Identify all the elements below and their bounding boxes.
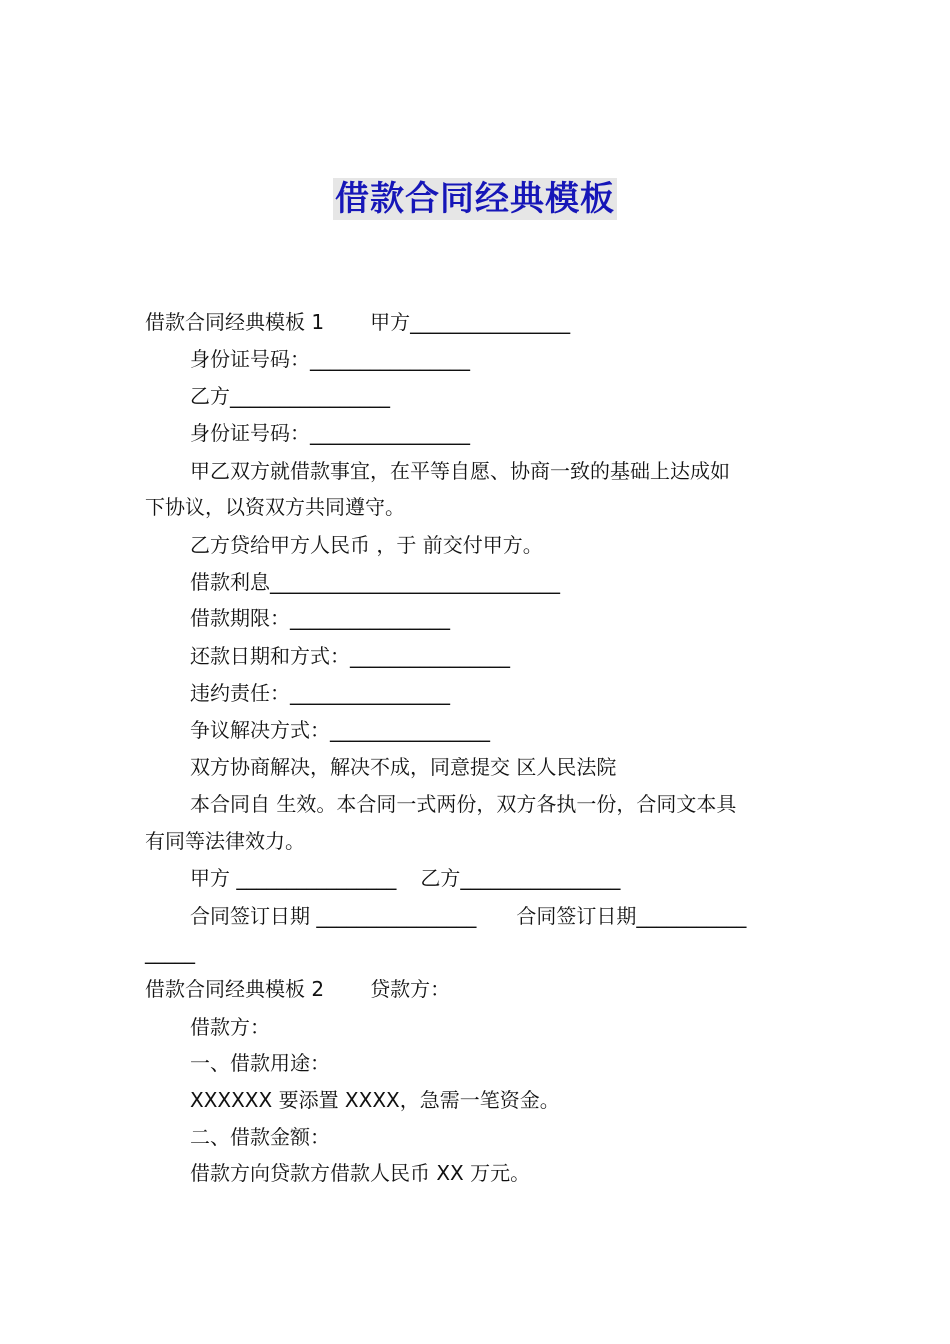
effective-line: 本合同自 生效。本合同一式两份，双方各执一份，合同文本具 bbox=[190, 792, 737, 816]
loan-interest-line: 借款利息_____________________________ bbox=[190, 570, 560, 594]
borrower-line: 借款方： bbox=[190, 1015, 270, 1039]
signing-date-line bbox=[190, 903, 746, 929]
paragraph-line bbox=[145, 976, 450, 1002]
party-b-line: 乙方________________ bbox=[190, 384, 390, 408]
section-heading-1: 借款合同经典模板 1 bbox=[145, 310, 325, 334]
id-number-b-line: 身份证号码：________________ bbox=[190, 421, 470, 445]
party-a-field: 甲方________________ bbox=[370, 310, 571, 334]
loan-amount-text: 借款方向贷款方借款人民币 XX 万元。 bbox=[190, 1161, 531, 1185]
lender-field: 贷款方： bbox=[370, 977, 451, 1001]
effective-line-2: 有同等法律效力。 bbox=[145, 829, 305, 853]
loan-purpose-heading: 一、借款用途： bbox=[190, 1051, 330, 1075]
repayment-line: 还款日期和方式：________________ bbox=[190, 644, 510, 668]
loan-purpose-text: XXXXXX 要添置 XXXX，急需一笔资金。 bbox=[190, 1088, 560, 1112]
breach-line: 违约责任：________________ bbox=[190, 681, 450, 705]
signing-date-a: 合同签订日期 ________________ bbox=[190, 904, 477, 928]
signing-date-continuation: _____ bbox=[145, 940, 195, 964]
document-title: 借款合同经典模板 bbox=[335, 179, 615, 219]
id-number-a-line: 身份证号码：________________ bbox=[190, 347, 470, 371]
signature-parties-line bbox=[190, 865, 620, 891]
loan-term-line: 借款期限：________________ bbox=[190, 606, 450, 630]
party-b-signature: 乙方________________ bbox=[420, 866, 621, 890]
paragraph-line bbox=[145, 309, 570, 335]
loan-delivery-line: 乙方贷给甲方人民币 ，于 前交付甲方。 bbox=[190, 533, 543, 557]
loan-amount-heading: 二、借款金额： bbox=[190, 1125, 330, 1149]
dispute-line: 争议解决方式：________________ bbox=[190, 718, 490, 742]
agreement-intro-line: 甲乙双方就借款事宜，在平等自愿、协商一致的基础上达成如 bbox=[190, 459, 730, 483]
document-title-container bbox=[0, 178, 950, 220]
party-a-signature: 甲方 ________________ bbox=[190, 866, 397, 890]
section-heading-2: 借款合同经典模板 2 bbox=[145, 977, 325, 1001]
dispute-resolution-line: 双方协商解决，解决不成，同意提交 区人民法院 bbox=[190, 755, 617, 779]
agreement-intro-line-2: 下协议，以资双方共同遵守。 bbox=[145, 495, 405, 519]
signing-date-b: 合同签订日期___________ bbox=[516, 904, 747, 928]
